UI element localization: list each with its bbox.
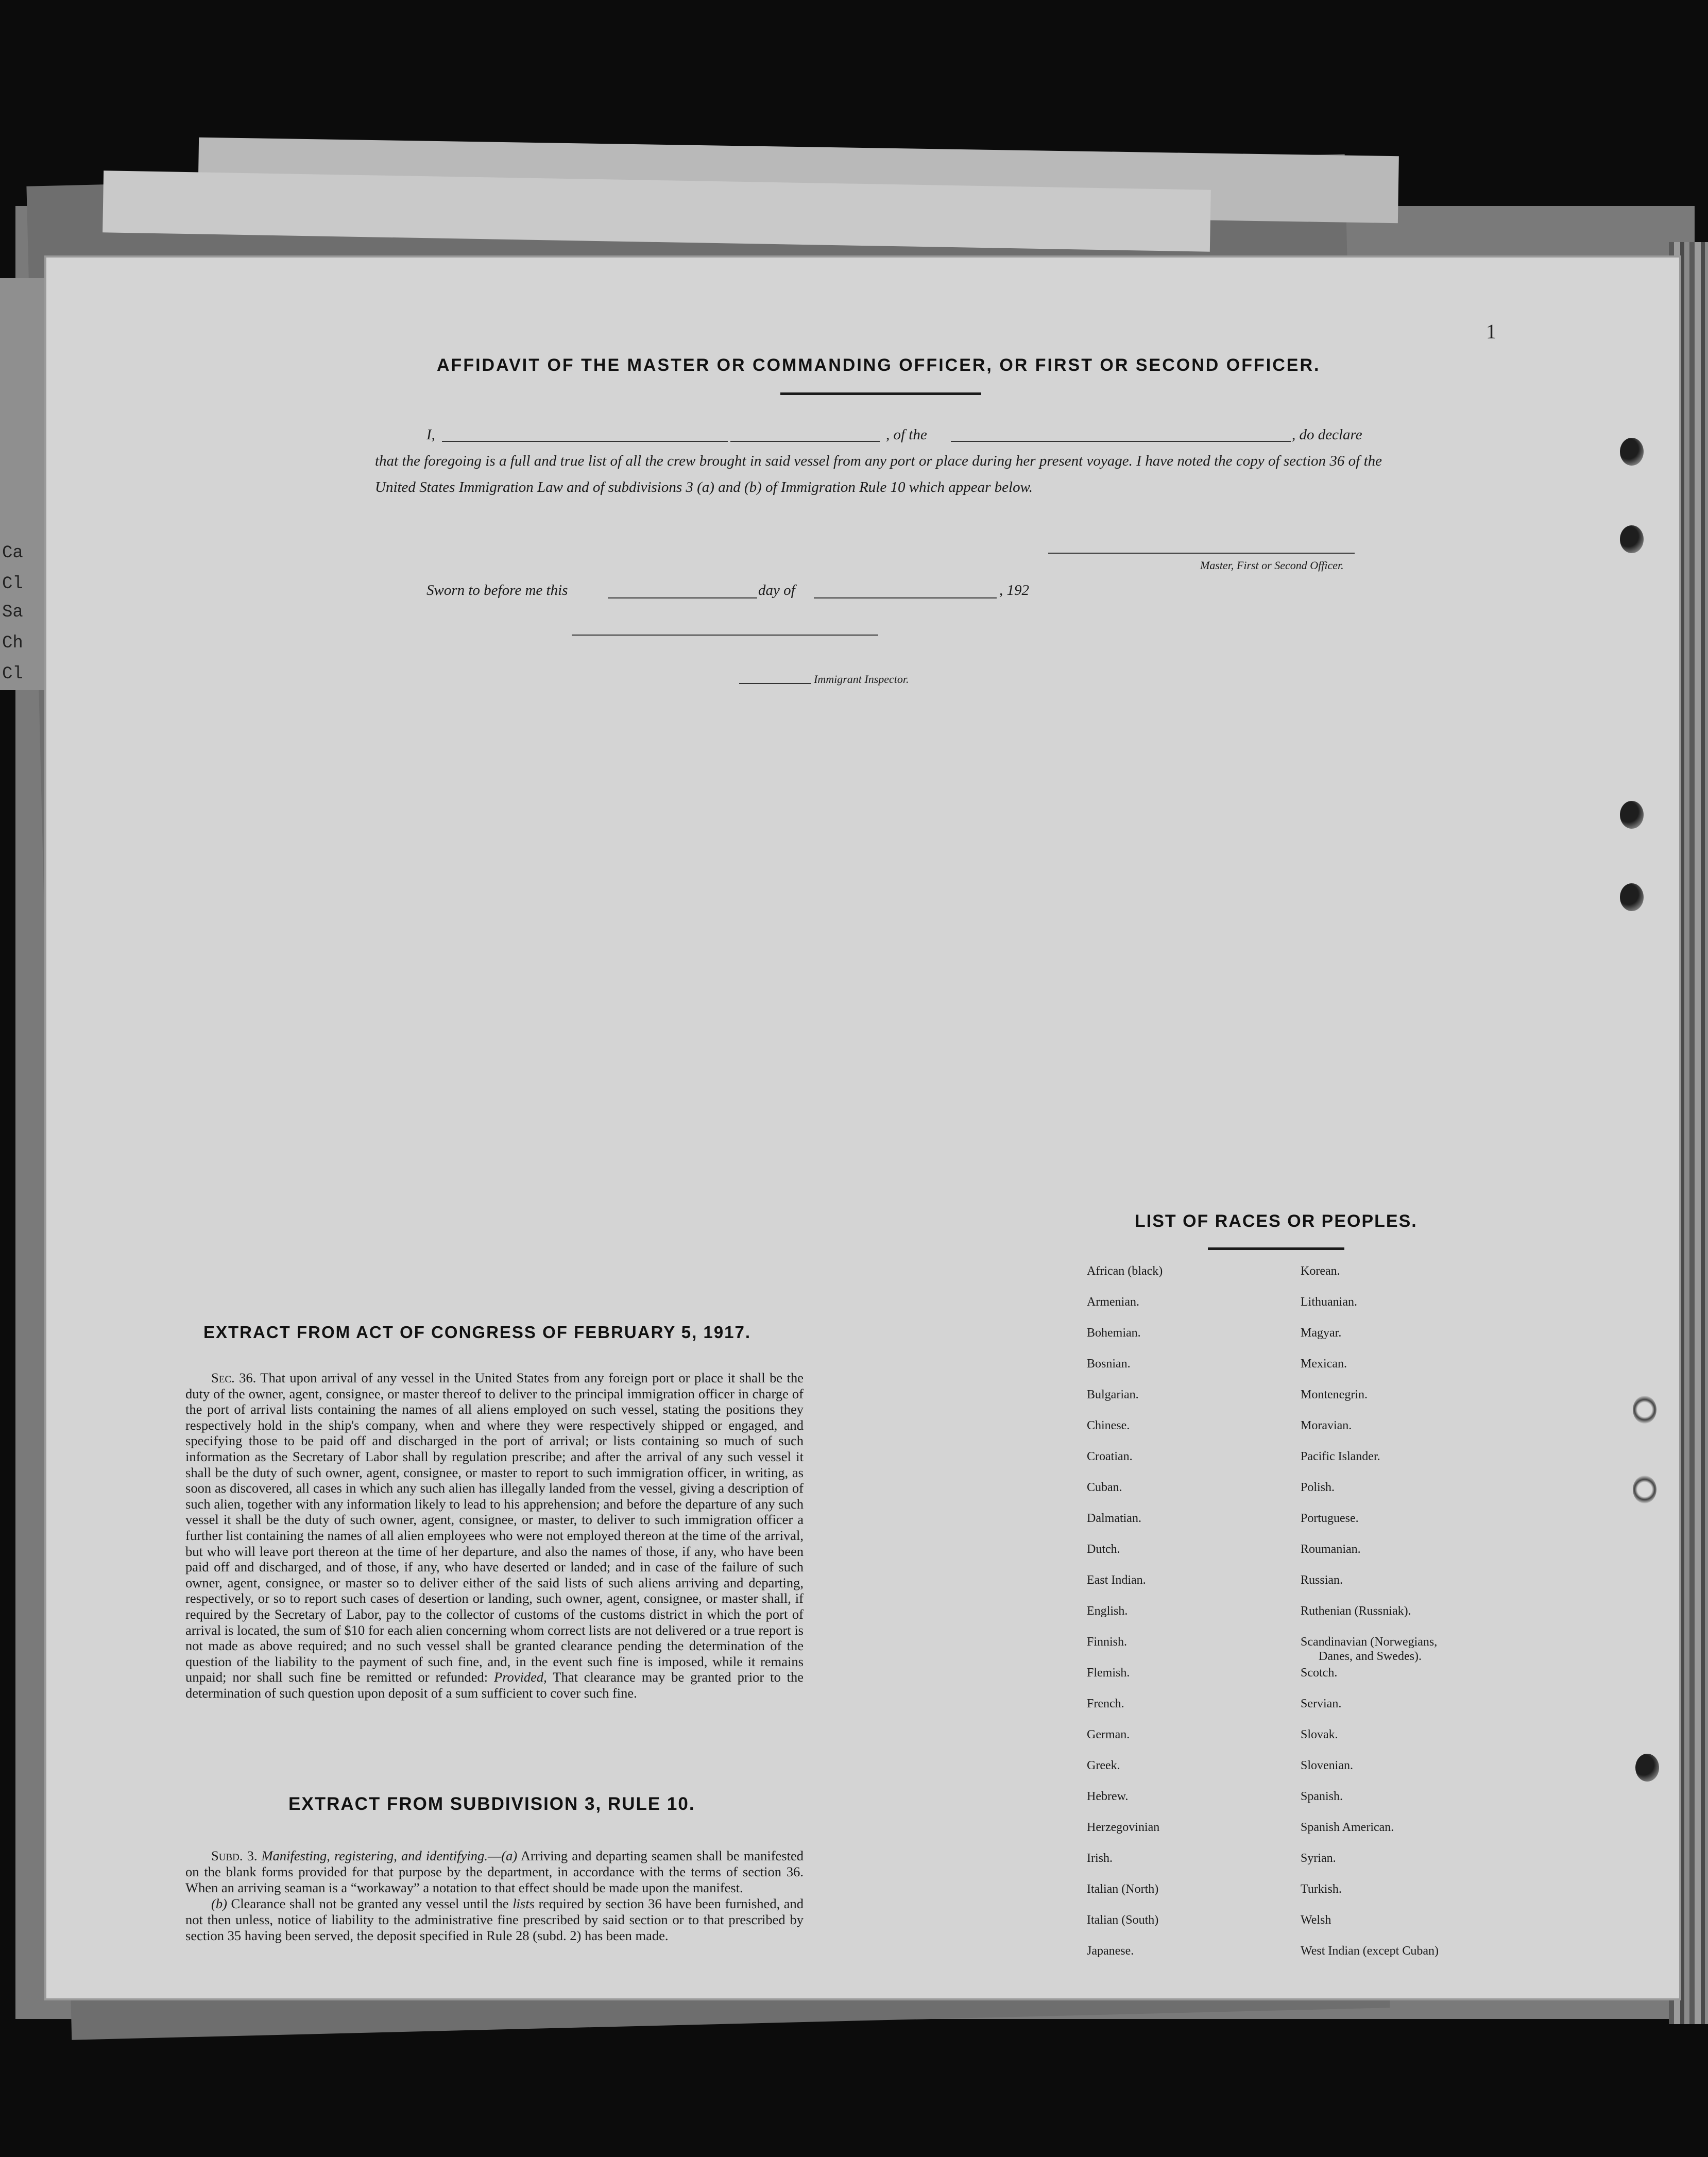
inspector-caption: Immigrant Inspector.	[814, 673, 909, 686]
race-item: Croatian.	[1087, 1450, 1133, 1463]
race-item: Montenegrin.	[1301, 1388, 1368, 1401]
race-item: German.	[1087, 1728, 1130, 1741]
subd-label: Subd. 3.	[211, 1848, 258, 1863]
sworn-text: Sworn to before me this	[426, 582, 568, 598]
races-title: LIST OF RACES OR PEOPLES.	[1135, 1211, 1417, 1231]
part-a-label: (a)	[501, 1848, 518, 1863]
race-item: Bulgarian.	[1087, 1388, 1139, 1401]
part-b-text-1: Clearance shall not be granted any vessel until the	[231, 1896, 509, 1911]
race-item: Roumanian.	[1301, 1543, 1361, 1556]
race-item: Mexican.	[1301, 1357, 1347, 1371]
race-item: Polish.	[1301, 1481, 1335, 1494]
extract-act-text	[185, 1370, 804, 1701]
race-item: Spanish.	[1301, 1790, 1343, 1803]
race-item: Ruthenian (Russniak).	[1301, 1604, 1411, 1618]
race-item: Turkish.	[1301, 1882, 1342, 1896]
part-b-label: (b)	[211, 1896, 227, 1911]
sworn-month-blank[interactable]	[814, 597, 997, 598]
extract-act-title: EXTRACT FROM ACT OF CONGRESS OF FEBRUARY 5, 1917.	[203, 1323, 751, 1342]
race-item: English.	[1087, 1604, 1128, 1618]
extract-rule-title: EXTRACT FROM SUBDIVISION 3, RULE 10.	[288, 1794, 695, 1814]
race-item: East Indian.	[1087, 1573, 1146, 1587]
part-b-text-2: required by section 36 have been furnished, and not then unless, notice of liability to the administrative fine prescribed by said section or to that prescribed by section 35 having been served, the deposit specified in Rule 28 (subd. 2) has been made.	[185, 1896, 804, 1943]
race-item: Pacific Islander.	[1301, 1450, 1380, 1463]
part-b-lists: lists	[513, 1896, 535, 1911]
name-blank[interactable]	[442, 441, 728, 442]
race-item: Spanish American.	[1301, 1821, 1394, 1834]
punch-hole	[1620, 883, 1644, 911]
affidavit-of-the: , of the	[886, 426, 927, 443]
section-36-text: That upon arrival of any vessel in the United States from any foreign port or place it shall be the duty of the owner, agent, consignee, or master thereof to deliver to the principal immigration officer in charge of the port of arrival lists containing the names of all aliens employed on such vessel, stating the positions they respectively hold in the ship's company, when and where they were respectively shipped or engaged, and specifying those to be paid off and discharged in the port of arrival; or lists containing so much of such information as the Secretary of Labor shall by regulation prescribe; and after the arrival of any such vessel it shall be the duty of such owner, agent, consignee, or master to report to such immigration officer, in writing, as soon as discovered, all cases in which any such alien has illegally landed from the vessel, giving a description of such alien, together with any information likely to lead to his apprehension; and before the departure of any such vessel it shall be the duty of such owner, agent, consignee, or master, to deliver to such immigration officer a further list containing the names of all alien employees who were not employed thereon at the time of the arrival, but who will leave port thereon at the time of her departure, and also the names of those, if any, who have been paid off and discharged, and of those, if any, who have deserted or landed; and in case of the failure of such owner, agent, consignee, or master so to deliver either of the said lists of such aliens arriving and departing, respectively, or so to report such cases of desertion or landing, such owner, agent, consignee, or master shall, if required by the Secretary of Labor, pay to the collector of customs of the customs district in which the port of arrival is located, the sum of $10 for each alien concerning whom correct lists are not delivered or a true report is not made as above required; and no such vessel shall be granted clearance pending the determination of the question of the liability to the payment of such fine, and, in the event such fine is imposed, while it remains unpaid; nor shall such fine be remitted or refunded:	[185, 1370, 804, 1685]
race-item: Syrian.	[1301, 1852, 1336, 1865]
punch-hole	[1635, 1754, 1659, 1782]
punch-hole	[1620, 801, 1644, 829]
officer-signature-line[interactable]	[1048, 553, 1355, 554]
margin-mark: Cl	[2, 664, 23, 684]
affidavit-body: that the foregoing is a full and true list of all the crew brought in said vessel from any port or place during her present voyage. I have noted the copy of section 36 of the United States Immigration Law and of subdivisions 3 (a) and (b) of Immigration Rule 10 which appear below.	[375, 453, 1382, 495]
document-sheet	[46, 258, 1679, 1998]
race-item: Magyar.	[1301, 1326, 1342, 1340]
vessel-blank[interactable]	[951, 441, 1291, 442]
race-item: Italian (South)	[1087, 1913, 1159, 1927]
race-item: West Indian (except Cuban)	[1301, 1944, 1439, 1958]
extract-rule-text: Subd. 3. Manifesting, registering, and identifying.—(a) Arriving and departing seamen shall be manifested on the blank forms provided for that purpose by the department, in accordance with the terms of section 36. When an arriving seaman is a “workaway” a notation to that effect should be made upon the manifest. (b) Clearance shall not be granted any vessel until the lists required by section 36 have been furnished, and not then unless, notice of liability to the administrative fine prescribed by said section or to that prescribed by section 35 having been served, the deposit specified in Rule 28 (subd. 2) has been made.	[185, 1848, 804, 1943]
punch-hole	[1633, 1476, 1656, 1503]
punch-hole	[1620, 438, 1644, 466]
affidavit-title: AFFIDAVIT OF THE MASTER OR COMMANDING OFFICER, OR FIRST OR SECOND OFFICER.	[437, 355, 1321, 375]
race-item: Welsh	[1301, 1913, 1331, 1927]
race-item: Herzegovinian	[1087, 1821, 1160, 1834]
race-item: Hebrew.	[1087, 1790, 1129, 1803]
title-rule	[780, 392, 981, 395]
subd-heading: Manifesting, registering, and identifying.	[261, 1848, 488, 1863]
race-item: Korean.	[1301, 1264, 1340, 1278]
page-number: 1	[1486, 320, 1496, 343]
race-item: Servian.	[1301, 1697, 1342, 1710]
sworn-year: , 192	[999, 582, 1029, 598]
inspector-lead-line	[739, 683, 811, 684]
race-item: African (black)	[1087, 1264, 1163, 1278]
margin-mark: Ca	[2, 543, 23, 563]
race-item-continuation: Danes, and Swedes).	[1319, 1650, 1422, 1663]
race-item: Bosnian.	[1087, 1357, 1131, 1371]
race-item: Irish.	[1087, 1852, 1113, 1865]
race-item: Armenian.	[1087, 1295, 1139, 1309]
race-item: Russian.	[1301, 1573, 1343, 1587]
affidavit-declare: , do declare	[1292, 426, 1362, 443]
race-item: Japanese.	[1087, 1944, 1134, 1958]
race-item: Dutch.	[1087, 1543, 1120, 1556]
race-item: Scandinavian (Norwegians,	[1301, 1635, 1438, 1649]
rank-blank[interactable]	[730, 441, 880, 442]
margin-mark: Sa	[2, 603, 23, 622]
race-item: Cuban.	[1087, 1481, 1122, 1494]
race-item: Italian (North)	[1087, 1882, 1159, 1896]
sworn-day-blank[interactable]	[608, 597, 757, 598]
margin-mark: Cl	[2, 574, 23, 594]
races-title-rule	[1208, 1247, 1344, 1250]
part-a-text: Arriving and departing seamen shall be manifested on the blank forms provided for that purpose by the department, in accordance with the terms of section 36. When an arriving seaman is a “workaway” a notation to that effect should be made upon the manifest.	[185, 1848, 804, 1895]
punch-hole	[1620, 525, 1644, 553]
race-item: Lithuanian.	[1301, 1295, 1357, 1309]
affidavit-i: I,	[426, 426, 435, 443]
race-item: Moravian.	[1301, 1419, 1352, 1432]
proviso-text: That clearance may be granted prior to the determination of such question upon deposit of a sum sufficient to cover such fine.	[185, 1669, 804, 1701]
officer-caption: Master, First or Second Officer.	[1200, 559, 1344, 572]
margin-mark: Ch	[2, 634, 23, 653]
race-item: Scotch.	[1301, 1666, 1338, 1680]
race-item: Slovak.	[1301, 1728, 1338, 1741]
race-item: Flemish.	[1087, 1666, 1130, 1680]
inspector-signature-line[interactable]	[572, 635, 878, 636]
race-item: Greek.	[1087, 1759, 1120, 1772]
race-item: Portuguese.	[1301, 1512, 1359, 1525]
race-item: Slovenian.	[1301, 1759, 1353, 1772]
punch-hole	[1633, 1396, 1656, 1424]
race-item: French.	[1087, 1697, 1124, 1710]
section-label: Sec. 36.	[211, 1370, 257, 1385]
race-item: Chinese.	[1087, 1419, 1130, 1432]
sworn-day-of: day of	[758, 582, 795, 598]
race-item: Dalmatian.	[1087, 1512, 1141, 1525]
proviso-label: Provided,	[494, 1669, 547, 1685]
race-item: Bohemian.	[1087, 1326, 1141, 1340]
race-item: Finnish.	[1087, 1635, 1128, 1649]
left-page-edges	[0, 278, 46, 690]
